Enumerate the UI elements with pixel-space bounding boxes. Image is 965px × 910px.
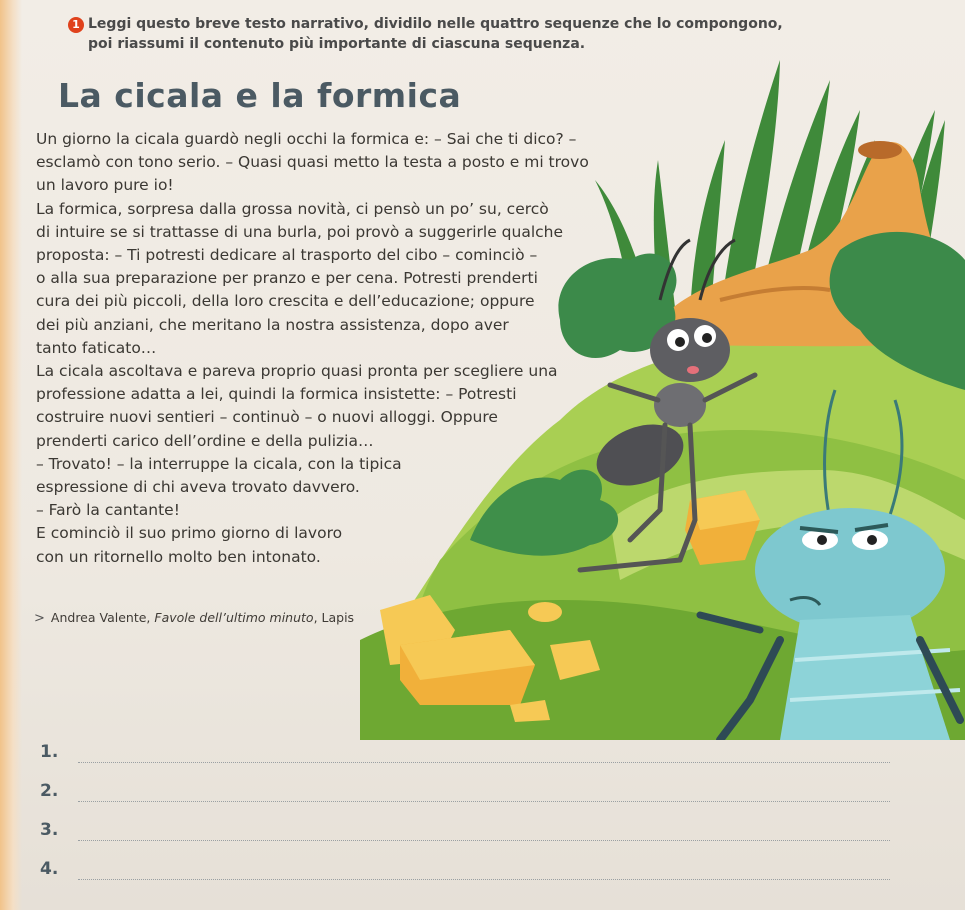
answer-dotted-line[interactable] <box>78 879 890 880</box>
anthill-hole <box>858 141 902 159</box>
exercise-number-badge: 1 <box>68 17 84 33</box>
answer-number: 1. <box>40 742 59 762</box>
answer-number: 2. <box>40 781 59 801</box>
story-line: con un ritornello molto ben intonato. <box>36 547 321 566</box>
chevron-right-icon: > <box>34 611 45 626</box>
story-line: professione adatta a lei, quindi la formica insistette: – Potresti <box>36 385 517 404</box>
story-line: o alla sua preparazione per pranzo e per cena. Potresti prenderti <box>36 269 538 288</box>
answer-dotted-line[interactable] <box>78 762 890 763</box>
story-line: costruire nuovi sentieri – continuò – o nuovi alloggi. Oppure <box>36 408 498 427</box>
story-line: La formica, sorpresa dalla grossa novità, ci pensò un po’ su, cercò <box>36 199 549 218</box>
source-author: Andrea Valente, <box>50 610 151 625</box>
story-title: La cicala e la formica <box>58 76 462 115</box>
story-line: espressione di chi aveva trovato davvero. <box>36 478 360 497</box>
answer-dotted-line[interactable] <box>78 840 890 841</box>
answer-line-3[interactable] <box>40 820 890 850</box>
source-citation <box>34 610 354 626</box>
story-line: La cicala ascoltava e pareva proprio quasi pronta per scegliere una <box>36 362 558 381</box>
answer-line-1[interactable] <box>40 742 890 772</box>
answer-number: 3. <box>40 820 59 840</box>
story-line: un lavoro pure io! <box>36 176 174 195</box>
answer-line-4[interactable] <box>40 859 890 889</box>
story-line: – Trovato! – la interruppe la cicala, con la tipica <box>36 454 402 473</box>
story-line: – Farò la cantante! <box>36 501 180 520</box>
exercise-instruction <box>66 14 826 54</box>
story-line: cura dei più piccoli, della loro crescita e dell’educazione; oppure <box>36 292 535 311</box>
story-line: Un giorno la cicala guardò negli occhi la formica e: – Sai che ti dico? – <box>36 130 577 148</box>
story-line: dei più anziani, che meritano la nostra assistenza, dopo aver <box>36 315 509 334</box>
answer-line-2[interactable] <box>40 781 890 811</box>
instruction-line-2: poi riassumi il contenuto più importante di ciascuna sequenza. <box>88 36 586 52</box>
instruction-line-1: Leggi questo breve testo narrativo, dividilo nelle quattro sequenze che lo compongono, <box>88 16 783 32</box>
source-publisher: , Lapis <box>313 610 355 625</box>
story-line: E cominciò il suo primo giorno di lavoro <box>36 524 343 543</box>
page-edge-shadow <box>0 0 22 910</box>
answer-number: 4. <box>40 859 59 879</box>
story-line: tanto faticato… <box>36 338 157 357</box>
story-line: di intuire se si trattasse di una burla, poi provò a suggerirle qualche <box>36 222 564 241</box>
story-line: proposta: – Ti potresti dedicare al trasporto del cibo – cominciò – <box>36 246 538 265</box>
story-text <box>36 128 636 569</box>
answer-dotted-line[interactable] <box>78 801 890 802</box>
source-book-title: Favole dell’ultimo minuto <box>154 610 314 625</box>
story-line: prenderti carico dell’ordine e della pulizia… <box>36 431 374 450</box>
story-line: esclamò con tono serio. – Quasi quasi metto la testa a posto e mi trovo <box>36 153 589 172</box>
